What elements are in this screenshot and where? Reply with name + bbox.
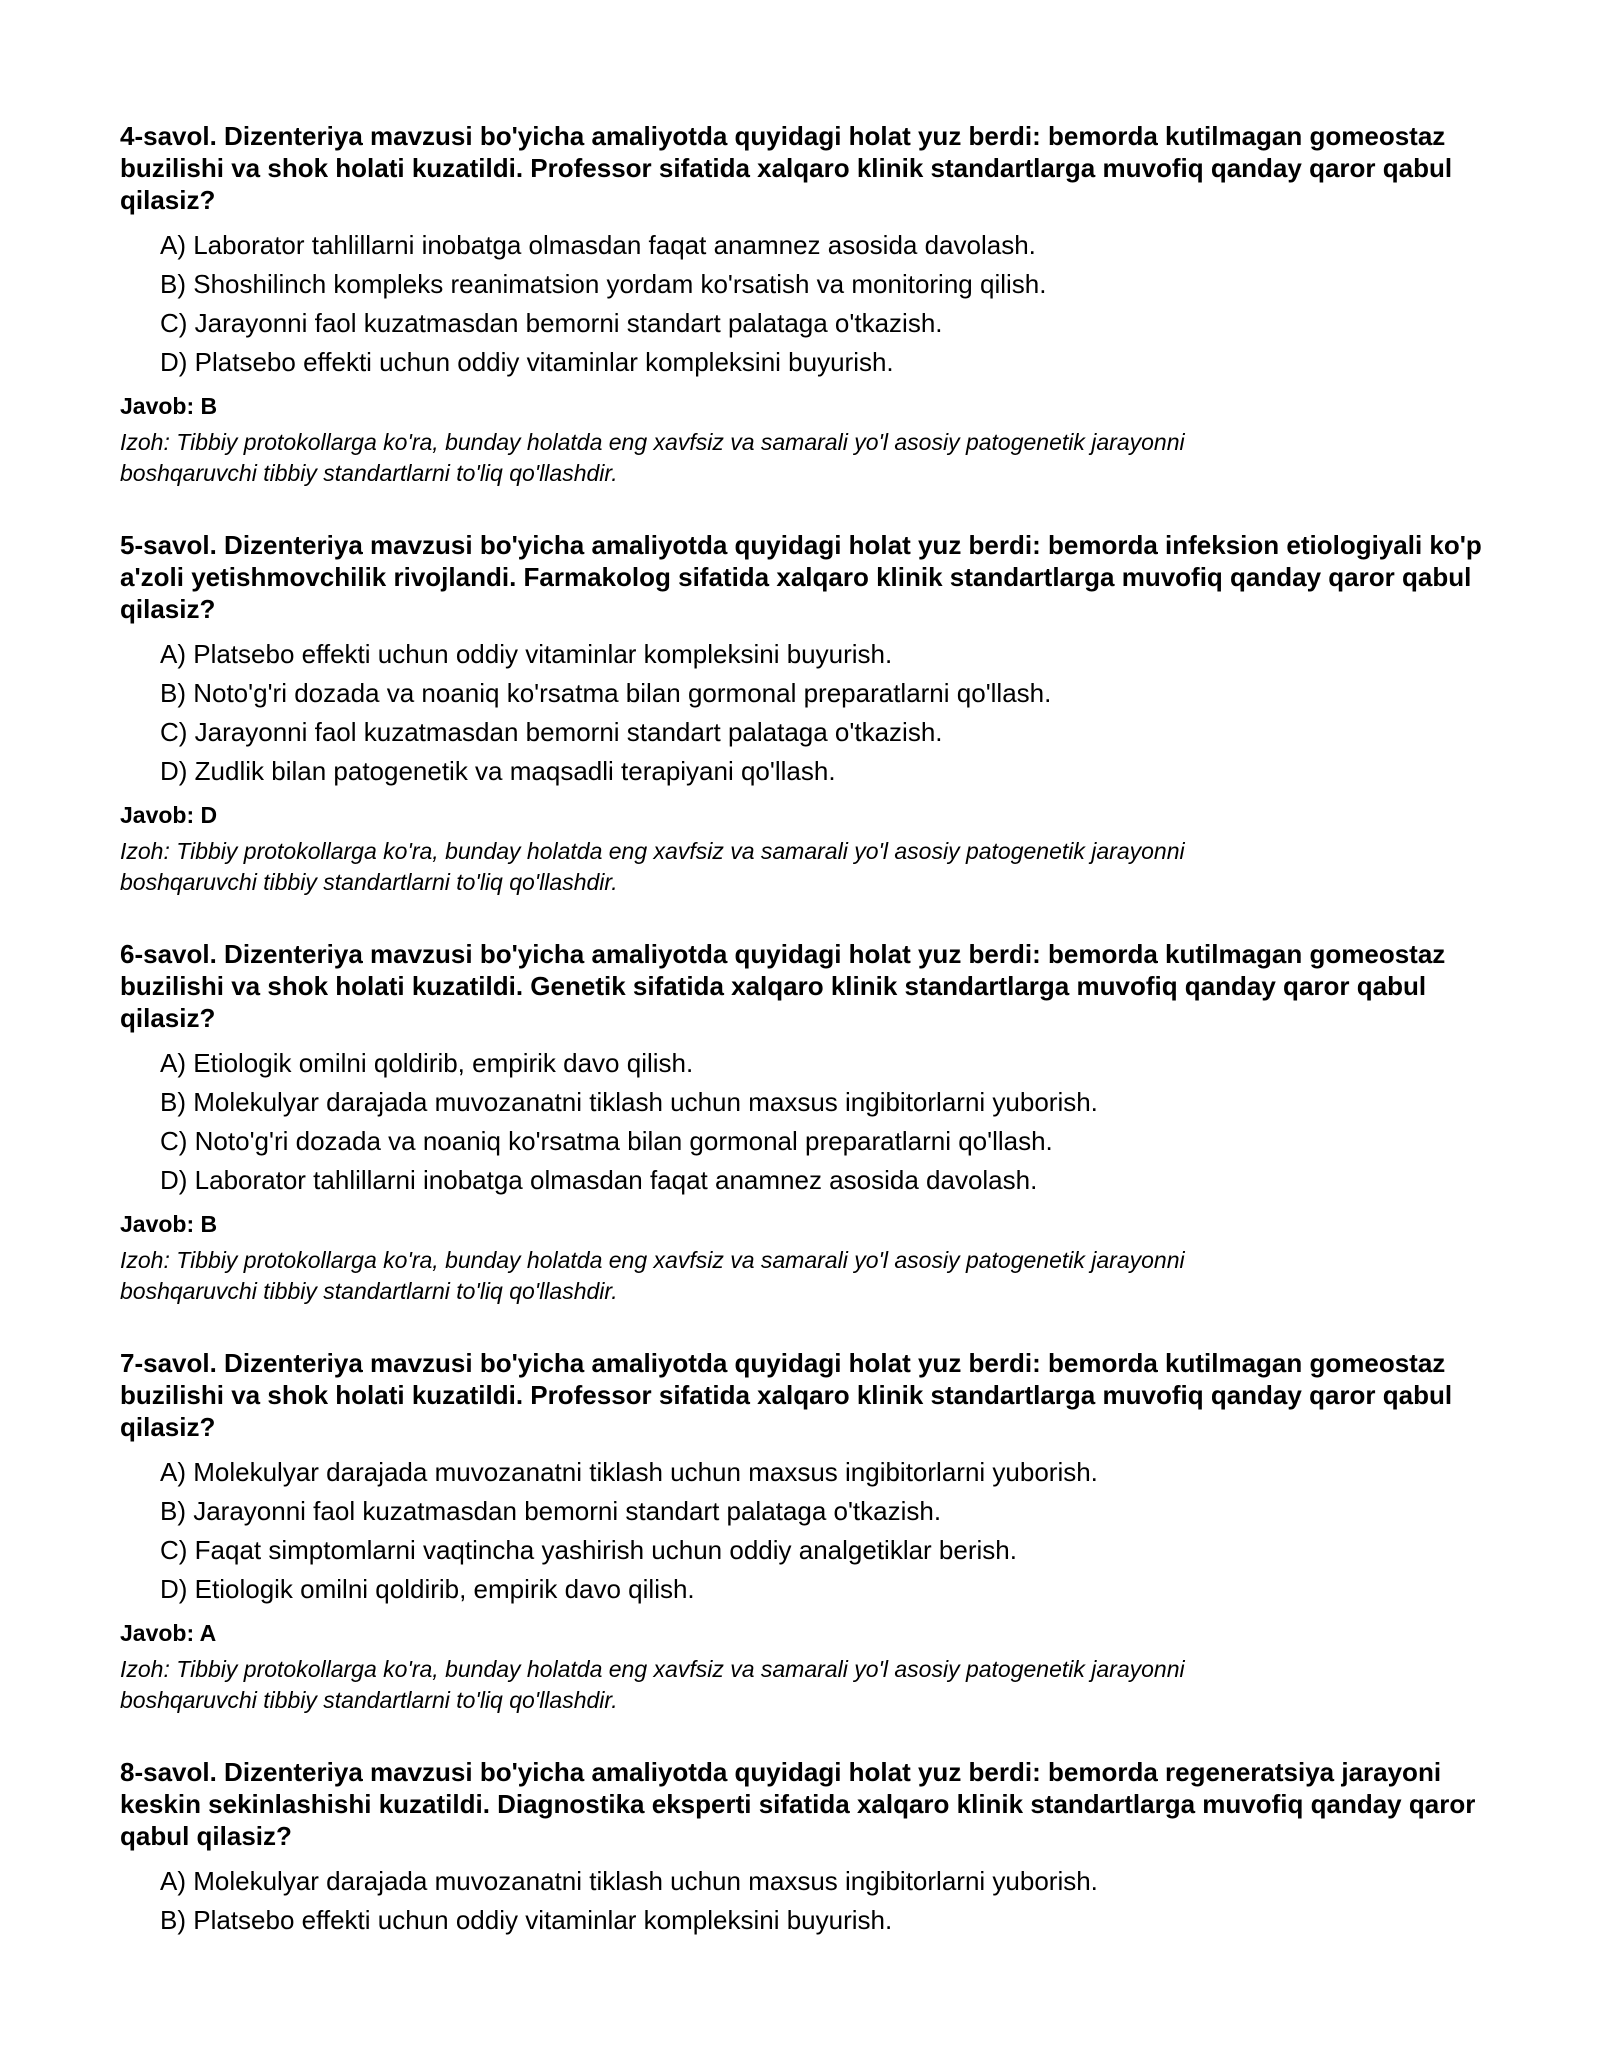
- explanation-note: [120, 427, 1490, 489]
- question-title: 4-savol. Dizenteriya mavzusi bo'yicha amaliyotda quyidagi holat yuz berdi: bemorda kutilmagan gomeostaz buzilishi va shok holati kuzatildi. Professor sifatida xalqaro klinik standartlarga muvofiq qanday qaror qabul qilasiz?: [120, 121, 1453, 215]
- option-b: B) Noto'g'ri dozada va noaniq ko'rsatma bilan gormonal preparatlarni qo'llash.: [160, 678, 1052, 708]
- options-list: [120, 226, 1490, 382]
- option-b: B) Molekulyar darajada muvozanatni tiklash uchun maxsus ingibitorlarni yuborish.: [160, 1087, 1098, 1117]
- option-b: B) Shoshilinch kompleks reanimatsion yordam ko'rsatish va monitoring qilish.: [160, 269, 1047, 299]
- options-list: [120, 1044, 1490, 1200]
- option-a: A) Etiologik omilni qoldirib, empirik davo qilish.: [160, 1048, 694, 1078]
- option-c: C) Noto'g'ri dozada va noaniq ko'rsatma bilan gormonal preparatlarni qo'llash.: [160, 1126, 1053, 1156]
- option-a: A) Platsebo effekti uchun oddiy vitaminlar kompleksini buyurish.: [160, 639, 893, 669]
- explanation-line: boshqaruvchi tibbiy standartlarni to'liq qo'llashdir.: [120, 1687, 618, 1713]
- option-d: D) Etiologik omilni qoldirib, empirik davo qilish.: [160, 1574, 695, 1604]
- explanation-line: boshqaruvchi tibbiy standartlarni to'liq qo'llashdir.: [120, 460, 618, 486]
- answer-label: Javob: A: [120, 1620, 217, 1646]
- option-b: B) Jarayonni faol kuzatmasdan bemorni standart palataga o'tkazish.: [160, 1496, 942, 1526]
- option-a: A) Molekulyar darajada muvozanatni tiklash uchun maxsus ingibitorlarni yuborish.: [160, 1457, 1098, 1487]
- explanation-note: [120, 1654, 1490, 1716]
- question-block: [120, 1756, 1490, 1940]
- option-c: C) Faqat simptomlarni vaqtincha yashirish uchun oddiy analgetiklar berish.: [160, 1535, 1017, 1565]
- answer-label: Javob: B: [120, 393, 218, 419]
- question-title: 8-savol. Dizenteriya mavzusi bo'yicha amaliyotda quyidagi holat yuz berdi: bemorda regeneratsiya jarayoni keskin sekinlashishi kuzatildi. Diagnostika eksperti sifatida xalqaro klinik standartlarga muvofiq qanday qaror qabul qilasiz?: [120, 1757, 1476, 1851]
- explanation-line: Izoh: Tibbiy protokollarga ko'ra, bunday holatda eng xavfsiz va samarali yo'l asosiy patogenetik jarayonni: [120, 1247, 1185, 1273]
- question-block: [120, 529, 1490, 898]
- option-a: A) Laborator tahlillarni inobatga olmasdan faqat anamnez asosida davolash.: [160, 230, 1036, 260]
- document-page: [120, 120, 1490, 1940]
- question-title: 7-savol. Dizenteriya mavzusi bo'yicha amaliyotda quyidagi holat yuz berdi: bemorda kutilmagan gomeostaz buzilishi va shok holati kuzatildi. Professor sifatida xalqaro klinik standartlarga muvofiq qanday qaror qabul qilasiz?: [120, 1348, 1453, 1442]
- option-d: D) Zudlik bilan patogenetik va maqsadli terapiyani qo'llash.: [160, 756, 836, 786]
- explanation-line: Izoh: Tibbiy protokollarga ko'ra, bunday holatda eng xavfsiz va samarali yo'l asosiy patogenetik jarayonni: [120, 429, 1185, 455]
- answer-label: Javob: B: [120, 1211, 218, 1237]
- question-title: 6-savol. Dizenteriya mavzusi bo'yicha amaliyotda quyidagi holat yuz berdi: bemorda kutilmagan gomeostaz buzilishi va shok holati kuzatildi. Genetik sifatida xalqaro klinik standartlarga muvofiq qanday qaror qabul qilasiz?: [120, 939, 1446, 1033]
- answer-label: Javob: D: [120, 802, 218, 828]
- options-list: [120, 635, 1490, 791]
- options-list: [120, 1862, 1490, 1940]
- explanation-note: [120, 1245, 1490, 1307]
- option-a: A) Molekulyar darajada muvozanatni tiklash uchun maxsus ingibitorlarni yuborish.: [160, 1866, 1098, 1896]
- option-c: C) Jarayonni faol kuzatmasdan bemorni standart palataga o'tkazish.: [160, 308, 943, 338]
- question-block: [120, 1347, 1490, 1716]
- explanation-line: boshqaruvchi tibbiy standartlarni to'liq qo'llashdir.: [120, 1278, 618, 1304]
- option-d: D) Platsebo effekti uchun oddiy vitaminlar kompleksini buyurish.: [160, 347, 894, 377]
- explanation-line: boshqaruvchi tibbiy standartlarni to'liq qo'llashdir.: [120, 869, 618, 895]
- explanation-line: Izoh: Tibbiy protokollarga ko'ra, bunday holatda eng xavfsiz va samarali yo'l asosiy patogenetik jarayonni: [120, 1656, 1185, 1682]
- options-list: [120, 1453, 1490, 1609]
- question-block: [120, 120, 1490, 489]
- question-block: [120, 938, 1490, 1307]
- option-d: D) Laborator tahlillarni inobatga olmasdan faqat anamnez asosida davolash.: [160, 1165, 1038, 1195]
- option-c: C) Jarayonni faol kuzatmasdan bemorni standart palataga o'tkazish.: [160, 717, 943, 747]
- question-title: 5-savol. Dizenteriya mavzusi bo'yicha amaliyotda quyidagi holat yuz berdi: bemorda infeksion etiologiyali ko'p a'zoli yetishmovchilik rivojlandi. Farmakolog sifatida xalqaro klinik standartlarga muvofiq qanday qaror qabul qilasiz?: [120, 530, 1482, 624]
- explanation-note: [120, 836, 1490, 898]
- explanation-line: Izoh: Tibbiy protokollarga ko'ra, bunday holatda eng xavfsiz va samarali yo'l asosiy patogenetik jarayonni: [120, 838, 1185, 864]
- option-b: B) Platsebo effekti uchun oddiy vitaminlar kompleksini buyurish.: [160, 1905, 893, 1935]
